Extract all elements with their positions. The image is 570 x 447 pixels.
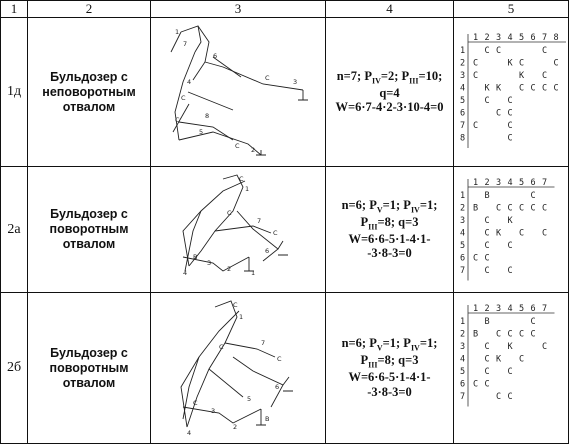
formula-line: $P_{III}=8$; q=3 bbox=[360, 214, 419, 232]
matrix-cell: C bbox=[519, 228, 525, 239]
formula-line: q=4 bbox=[379, 85, 400, 100]
svg-text:2: 2 bbox=[227, 264, 232, 273]
name-line: неповоротным bbox=[42, 84, 136, 99]
matrix-cell: C bbox=[496, 392, 502, 402]
matrix-cell: C bbox=[484, 266, 490, 276]
svg-text:5: 5 bbox=[247, 395, 252, 403]
matrix-col-label: 6 bbox=[530, 304, 536, 314]
matrix-cell: K bbox=[507, 58, 513, 69]
svg-text:С: С bbox=[193, 399, 198, 407]
matrix-cell: C bbox=[530, 191, 536, 201]
matrix-col-label: 2 bbox=[484, 304, 490, 314]
matrix-col-label: 3 bbox=[496, 304, 502, 314]
svg-text:3: 3 bbox=[207, 258, 212, 267]
matrix-cell: B bbox=[473, 329, 479, 340]
name-line: Бульдозер с bbox=[50, 69, 128, 84]
connection-matrix bbox=[454, 167, 569, 293]
svg-text:3: 3 bbox=[211, 407, 216, 415]
row-id: 2б bbox=[1, 293, 28, 444]
matrix-row-label: 5 bbox=[460, 96, 466, 106]
matrix-row-label: 2 bbox=[460, 329, 466, 340]
matrix-cell: C bbox=[484, 96, 490, 106]
matrix-row-label: 5 bbox=[460, 367, 466, 377]
matrix-cell: C bbox=[519, 203, 525, 214]
header-col-5: 5 bbox=[454, 1, 569, 18]
matrix-cell: C bbox=[473, 71, 479, 81]
matrix-row-label: 7 bbox=[460, 121, 466, 131]
svg-text:С: С bbox=[235, 142, 240, 150]
matrix-cell: C bbox=[542, 46, 548, 56]
matrix-row-label: 3 bbox=[460, 71, 466, 81]
matrix-col-label: 2 bbox=[484, 178, 490, 188]
connection-matrix bbox=[454, 18, 569, 167]
matrix-row-label: 6 bbox=[460, 108, 466, 119]
matrix-cell: K bbox=[496, 354, 502, 365]
matrix-cell: C bbox=[484, 342, 490, 352]
svg-text:6: 6 bbox=[265, 246, 270, 255]
formula-line: n=6; $P_V=1$; $P_{IV}=1$; bbox=[341, 336, 438, 353]
formula-line: W=6·6-5·1-4·1- bbox=[348, 370, 431, 385]
svg-text:В: В bbox=[193, 252, 198, 261]
matrix-row-label: 5 bbox=[460, 241, 466, 251]
svg-text:7: 7 bbox=[183, 40, 188, 48]
matrix-cell: K bbox=[496, 83, 502, 94]
matrix-cell: C bbox=[542, 228, 548, 239]
matrix-cell: C bbox=[542, 83, 548, 94]
matrix-cell: C bbox=[507, 96, 513, 106]
matrix-cell: C bbox=[507, 133, 513, 144]
mobility-formula bbox=[326, 18, 454, 167]
row-id: 2а bbox=[1, 167, 28, 293]
header-col-1: 1 bbox=[1, 1, 28, 18]
name-line: поворотным bbox=[49, 222, 129, 236]
svg-text:С: С bbox=[181, 94, 186, 102]
matrix-cell: C bbox=[553, 83, 559, 94]
matrix-col-label: 8 bbox=[553, 33, 559, 43]
svg-text:2: 2 bbox=[251, 146, 256, 154]
matrix-cell: K bbox=[519, 71, 525, 81]
matrix-cell: C bbox=[473, 58, 479, 69]
kinematic-sketch-1d bbox=[153, 22, 323, 162]
mechanism-name bbox=[28, 167, 151, 293]
header-col-4: 4 bbox=[326, 1, 454, 18]
matrix-row-label: 8 bbox=[460, 133, 466, 144]
matrix-cell: C bbox=[519, 329, 525, 340]
matrix-row-label: 1 bbox=[460, 191, 466, 201]
matrix-col-label: 5 bbox=[519, 178, 525, 188]
matrix-col-label: 6 bbox=[530, 33, 536, 43]
svg-text:С: С bbox=[265, 74, 270, 82]
svg-text:С: С bbox=[233, 301, 238, 309]
matrix-col-label: 3 bbox=[496, 178, 502, 188]
matrix-cell: C bbox=[507, 121, 513, 131]
matrix-cell: C bbox=[542, 71, 548, 81]
matrix-cell: C bbox=[507, 392, 513, 402]
matrix-cell: C bbox=[496, 203, 502, 214]
matrix-cell: C bbox=[484, 46, 490, 56]
matrix-col-label: 2 bbox=[484, 33, 490, 43]
header-row bbox=[1, 1, 569, 18]
kinematic-sketch bbox=[151, 293, 326, 444]
formula-line: -3·8-3=0 bbox=[367, 384, 412, 399]
matrix-cell: C bbox=[530, 83, 536, 94]
name-line: отвалом bbox=[62, 237, 116, 251]
matrix-cell: K bbox=[484, 83, 490, 94]
connection-matrix bbox=[454, 293, 569, 444]
formula-line: W=6·6-5·1-4·1- bbox=[348, 231, 431, 246]
matrix-col-label: 4 bbox=[507, 178, 513, 188]
svg-text:6: 6 bbox=[213, 52, 218, 60]
row-id: 1д bbox=[1, 18, 28, 167]
matrix-cell: K bbox=[507, 216, 513, 226]
matrix-1d bbox=[456, 32, 566, 152]
svg-text:7: 7 bbox=[257, 216, 262, 225]
matrix-col-label: 7 bbox=[542, 178, 548, 188]
name-line: поворотным bbox=[49, 360, 129, 375]
svg-text:2: 2 bbox=[233, 423, 238, 431]
svg-text:6: 6 bbox=[275, 383, 280, 391]
svg-text:1: 1 bbox=[251, 268, 256, 277]
matrix-row-label: 6 bbox=[460, 379, 466, 390]
matrix-cell: C bbox=[484, 216, 490, 226]
matrix-cell: C bbox=[484, 379, 490, 390]
matrix-cell: C bbox=[507, 108, 513, 119]
svg-text:4: 4 bbox=[187, 78, 192, 86]
name-line: отвалом bbox=[62, 375, 116, 390]
matrix-col-label: 7 bbox=[542, 304, 548, 314]
svg-text:С: С bbox=[273, 228, 278, 237]
matrix-col-label: 4 bbox=[507, 33, 513, 43]
name-line: Бульдозер с bbox=[50, 207, 128, 221]
svg-text:4: 4 bbox=[187, 429, 192, 437]
kinematic-sketch-2b bbox=[153, 297, 323, 439]
formula-line: W=6·7-4·2-3·10-4=0 bbox=[335, 100, 444, 115]
table-row bbox=[1, 167, 569, 293]
matrix-cell: B bbox=[473, 203, 479, 214]
table-row bbox=[1, 293, 569, 444]
matrix-cell: K bbox=[507, 342, 513, 352]
matrix-row-label: 7 bbox=[460, 266, 466, 276]
matrix-cell: C bbox=[484, 354, 490, 365]
mobility-formula bbox=[326, 293, 454, 444]
matrix-row-label: 4 bbox=[460, 228, 466, 239]
matrix-cell: C bbox=[530, 203, 536, 214]
name-line: отвалом bbox=[62, 99, 116, 114]
svg-text:5: 5 bbox=[199, 128, 204, 136]
matrix-2b bbox=[456, 303, 566, 433]
svg-text:1: 1 bbox=[245, 184, 250, 193]
matrix-row-label: 4 bbox=[460, 354, 466, 365]
matrix-cell: B bbox=[484, 191, 490, 201]
kinematic-sketch bbox=[151, 167, 326, 293]
matrix-row-label: 1 bbox=[460, 317, 466, 327]
matrix-cell: C bbox=[507, 203, 513, 214]
matrix-row-label: 3 bbox=[460, 342, 466, 352]
matrix-2a bbox=[456, 177, 566, 282]
header-col-3: 3 bbox=[151, 1, 326, 18]
formula-line: n=7; $P_{IV}=2$; $P_{III}=10$; bbox=[336, 68, 443, 86]
matrix-cell: C bbox=[507, 329, 513, 340]
matrix-cell: C bbox=[496, 329, 502, 340]
matrix-cell: C bbox=[542, 203, 548, 214]
matrix-cell: C bbox=[484, 241, 490, 251]
matrix-cell: C bbox=[553, 58, 559, 69]
kinematic-sketch-2a bbox=[153, 171, 323, 289]
matrix-col-label: 1 bbox=[473, 178, 479, 188]
svg-text:С: С bbox=[277, 355, 282, 363]
matrix-cell: C bbox=[496, 46, 502, 56]
svg-text:1: 1 bbox=[175, 28, 180, 36]
svg-text:3: 3 bbox=[293, 78, 298, 86]
matrix-cell: C bbox=[507, 266, 513, 276]
matrix-col-label: 1 bbox=[473, 304, 479, 314]
matrix-row-label: 1 bbox=[460, 46, 466, 56]
svg-text:С: С bbox=[219, 343, 224, 351]
name-line: Бульдозер с bbox=[50, 345, 128, 360]
matrix-col-label: 1 bbox=[473, 33, 479, 43]
matrix-row-label: 2 bbox=[460, 203, 466, 214]
matrix-cell: C bbox=[530, 329, 536, 340]
matrix-row-label: 6 bbox=[460, 253, 466, 264]
matrix-cell: C bbox=[484, 253, 490, 264]
matrix-col-label: 6 bbox=[530, 178, 536, 188]
mechanism-name bbox=[28, 293, 151, 444]
svg-text:8: 8 bbox=[205, 112, 210, 120]
matrix-col-label: 3 bbox=[496, 33, 502, 43]
matrix-cell: C bbox=[484, 367, 490, 377]
svg-text:7: 7 bbox=[261, 339, 266, 347]
matrix-row-label: 4 bbox=[460, 83, 466, 94]
matrix-cell: C bbox=[542, 342, 548, 352]
svg-text:С: С bbox=[239, 174, 244, 183]
formula-line: $P_{III}=8$; q=3 bbox=[360, 353, 419, 370]
svg-text:4: 4 bbox=[183, 268, 188, 277]
matrix-col-label: 5 bbox=[519, 33, 525, 43]
table-row bbox=[1, 18, 569, 167]
matrix-row-label: 2 bbox=[460, 58, 466, 69]
kinematic-sketch bbox=[151, 18, 326, 167]
formula-line: -3·8-3=0 bbox=[367, 246, 412, 261]
matrix-cell: C bbox=[519, 58, 525, 69]
matrix-cell: C bbox=[519, 354, 525, 365]
matrix-cell: C bbox=[473, 121, 479, 131]
matrix-cell: C bbox=[473, 253, 479, 264]
header-col-2: 2 bbox=[28, 1, 151, 18]
svg-text:1: 1 bbox=[239, 313, 244, 321]
matrix-cell: C bbox=[507, 241, 513, 251]
matrix-cell: K bbox=[496, 228, 502, 239]
svg-text:С: С bbox=[175, 116, 180, 124]
mobility-formula bbox=[326, 167, 454, 293]
matrix-cell: C bbox=[484, 228, 490, 239]
matrix-row-label: 7 bbox=[460, 392, 466, 402]
matrix-cell: B bbox=[484, 317, 490, 327]
matrix-cell: C bbox=[519, 83, 525, 94]
formula-line: n=6; $P_V=1$; $P_{IV}=1$; bbox=[341, 197, 438, 215]
matrix-cell: C bbox=[507, 367, 513, 377]
matrix-cell: C bbox=[473, 379, 479, 390]
svg-text:В: В bbox=[265, 415, 270, 423]
svg-text:С: С bbox=[227, 208, 232, 217]
mechanism-name bbox=[28, 18, 151, 167]
matrix-cell: C bbox=[496, 108, 502, 119]
matrix-col-label: 7 bbox=[542, 33, 548, 43]
matrix-col-label: 4 bbox=[507, 304, 513, 314]
matrix-col-label: 5 bbox=[519, 304, 525, 314]
matrix-cell: C bbox=[530, 317, 536, 327]
matrix-row-label: 3 bbox=[460, 216, 466, 226]
